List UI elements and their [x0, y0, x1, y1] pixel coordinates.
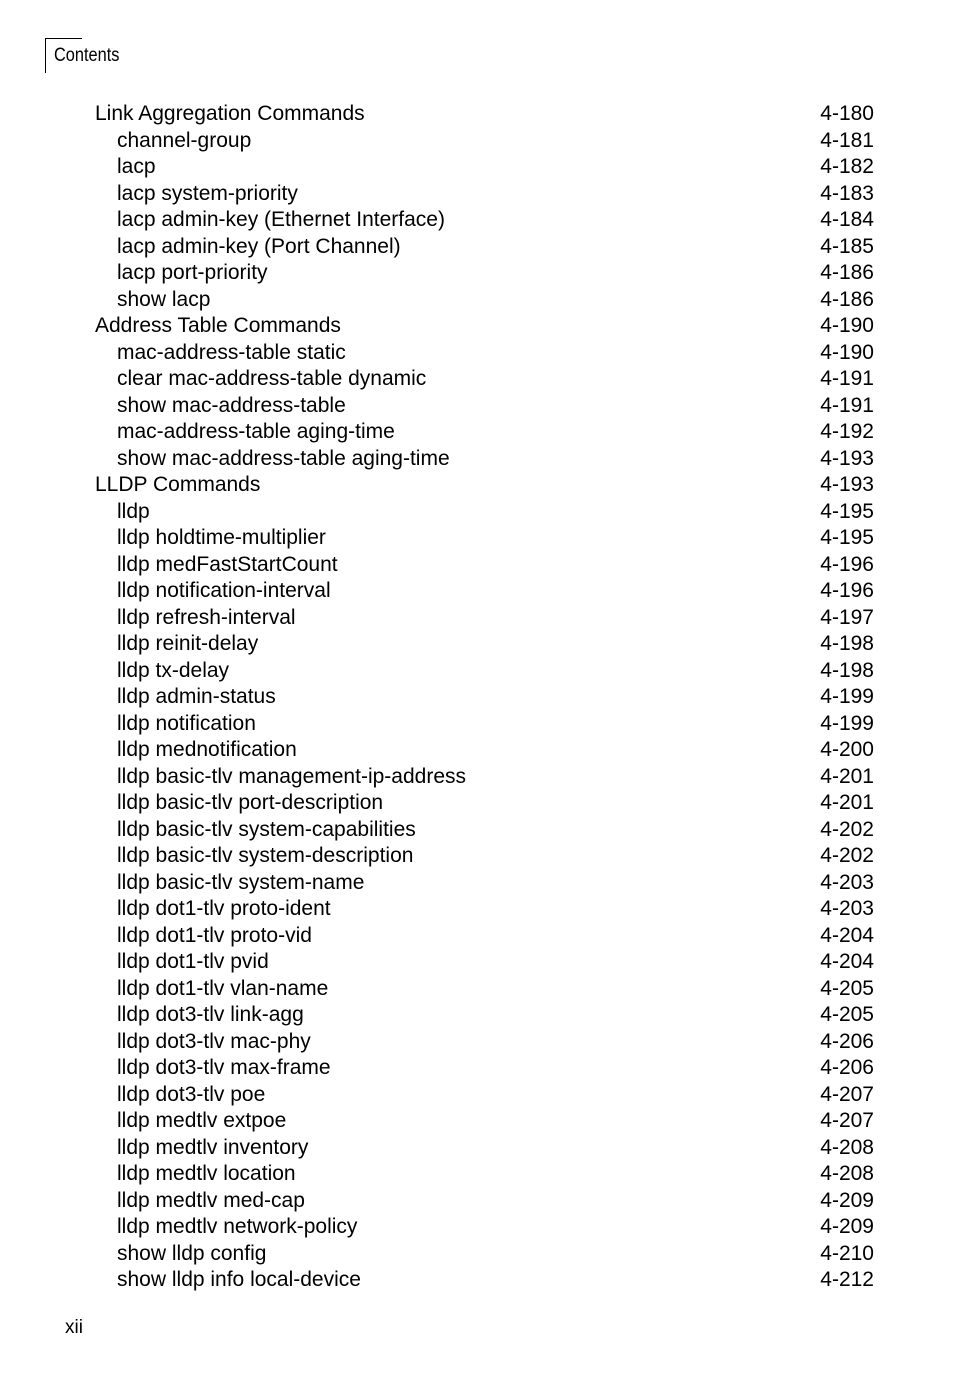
toc-entry-page: 4-199	[820, 711, 874, 735]
toc-subentry[interactable]	[95, 1188, 874, 1215]
toc-subentry[interactable]	[95, 817, 874, 844]
toc-entry-title: Link Aggregation Commands	[95, 102, 365, 125]
toc-entry-title: lldp basic-tlv management-ip-address	[117, 764, 466, 788]
toc-subentry[interactable]	[95, 525, 874, 552]
toc-entry-title: lldp dot1-tlv vlan-name	[117, 976, 329, 1000]
toc-entry-page: 4-184	[820, 208, 874, 231]
toc-subentry[interactable]	[95, 340, 874, 367]
toc-entry-page: 4-207	[820, 1109, 874, 1132]
toc-entry-title: show mac-address-table aging-time	[117, 446, 450, 470]
toc-subentry[interactable]	[95, 870, 874, 897]
toc-entry-page: 4-202	[820, 844, 874, 867]
toc-entry-page: 4-190	[820, 340, 874, 364]
toc-subentry[interactable]	[95, 578, 874, 605]
toc-subentry[interactable]	[95, 843, 874, 870]
toc-entry-title: lldp	[117, 499, 150, 523]
toc-subentry[interactable]	[95, 1082, 874, 1109]
toc-section-entry[interactable]	[95, 472, 874, 499]
toc-entry-page: 4-212	[820, 1268, 874, 1291]
toc-entry-page: 4-200	[820, 738, 874, 761]
toc-entry-title: show lacp	[117, 287, 211, 311]
toc-entry-title: show lldp config	[117, 1241, 267, 1265]
toc-entry-page: 4-206	[820, 1029, 874, 1053]
toc-entry-title: mac-address-table static	[117, 340, 346, 364]
toc-entry-page: 4-180	[820, 102, 874, 125]
toc-subentry[interactable]	[95, 605, 874, 632]
toc-subentry[interactable]	[95, 1161, 874, 1188]
toc-entry-page: 4-201	[820, 791, 874, 814]
footer-page-number: xii	[65, 1317, 83, 1338]
toc-subentry[interactable]	[95, 128, 874, 155]
toc-entry-page: 4-183	[820, 181, 874, 205]
toc-entry-page: 4-204	[820, 923, 874, 947]
toc-entry-title: lldp mednotification	[117, 738, 297, 761]
toc-subentry[interactable]	[95, 393, 874, 420]
toc-entry-page: 4-205	[820, 976, 874, 1000]
toc-entry-page: 4-192	[820, 420, 874, 443]
toc-subentry[interactable]	[95, 790, 874, 817]
toc-subentry[interactable]	[95, 287, 874, 314]
toc-entry-page: 4-208	[820, 1135, 874, 1159]
toc-entry-page: 4-199	[820, 685, 874, 708]
toc-entry-title: show lldp info local-device	[117, 1268, 361, 1291]
toc-entry-title: lldp reinit-delay	[117, 632, 259, 655]
toc-entry-title: lldp dot3-tlv poe	[117, 1082, 266, 1106]
toc-subentry[interactable]	[95, 1241, 874, 1268]
toc-entry-page: 4-209	[820, 1215, 874, 1238]
toc-entry-page: 4-204	[820, 950, 874, 973]
toc-subentry[interactable]	[95, 976, 874, 1003]
toc-entry-title: lldp refresh-interval	[117, 605, 296, 629]
toc-entry-page: 4-196	[820, 579, 874, 602]
toc-entry-page: 4-209	[820, 1188, 874, 1212]
toc-entry-title: lldp basic-tlv system-name	[117, 870, 365, 894]
toc-entry-page: 4-186	[820, 287, 874, 311]
toc-entry-page: 4-193	[820, 446, 874, 470]
toc-entry-title: lldp dot3-tlv link-agg	[117, 1003, 304, 1026]
toc-subentry[interactable]	[95, 419, 874, 446]
toc-subentry[interactable]	[95, 737, 874, 764]
toc-entry-page: 4-198	[820, 632, 874, 655]
toc-entry-title: lldp notification-interval	[117, 579, 331, 602]
toc-subentry[interactable]	[95, 1135, 874, 1162]
toc-entry-title: lldp notification	[117, 711, 256, 735]
toc-subentry[interactable]	[95, 260, 874, 287]
running-header: Contents	[54, 45, 120, 66]
toc-subentry[interactable]	[95, 154, 874, 181]
toc-entry-title: lacp port-priority	[117, 261, 268, 284]
toc-entry-page: 4-207	[820, 1082, 874, 1106]
toc-entry-title: lldp medFastStartCount	[117, 552, 338, 576]
toc-entry-title: channel-group	[117, 128, 252, 152]
toc-entry-title: lldp medtlv network-policy	[117, 1215, 358, 1238]
toc-entry-title: lldp dot1-tlv pvid	[117, 950, 269, 973]
toc-entry-title: clear mac-address-table dynamic	[117, 367, 427, 390]
toc-entry-page: 4-202	[820, 817, 874, 841]
toc-entry-page: 4-205	[820, 1003, 874, 1026]
toc-subentry[interactable]	[95, 552, 874, 579]
toc-entry-title: Address Table Commands	[95, 314, 341, 337]
toc-entry-title: lldp dot3-tlv mac-phy	[117, 1029, 311, 1053]
toc-entry-title: lldp medtlv inventory	[117, 1135, 309, 1159]
toc-subentry[interactable]	[95, 1029, 874, 1056]
toc-entry-page: 4-196	[820, 552, 874, 576]
toc-entry-page: 4-210	[820, 1241, 874, 1265]
toc-entry-page: 4-185	[820, 234, 874, 258]
toc-entry-title: lldp dot1-tlv proto-ident	[117, 897, 331, 920]
toc-entry-title: lacp admin-key (Port Channel)	[117, 234, 401, 258]
toc-entry-title: lacp	[117, 155, 156, 178]
toc-subentry[interactable]	[95, 1108, 874, 1135]
toc-subentry[interactable]	[95, 1214, 874, 1241]
toc-entry-page: 4-208	[820, 1162, 874, 1185]
toc-section-entry[interactable]	[95, 313, 874, 340]
toc-entry-page: 4-193	[820, 473, 874, 496]
toc-entry-page: 4-190	[820, 314, 874, 337]
toc-entry-page: 4-186	[820, 261, 874, 284]
toc-entry-title: LLDP Commands	[95, 473, 261, 496]
toc-entry-page: 4-181	[820, 128, 874, 152]
toc-subentry[interactable]	[95, 896, 874, 923]
toc-subentry[interactable]	[95, 1267, 874, 1294]
toc-subentry[interactable]	[95, 658, 874, 685]
toc-section-entry[interactable]	[95, 101, 874, 128]
toc-subentry[interactable]	[95, 446, 874, 473]
toc-entry-title: lacp admin-key (Ethernet Interface)	[117, 208, 445, 231]
toc-entry-title: lldp basic-tlv port-description	[117, 791, 384, 814]
toc-subentry[interactable]	[95, 631, 874, 658]
toc-subentry[interactable]	[95, 923, 874, 950]
toc-entry-page: 4-197	[820, 605, 874, 629]
toc-entry-title: show mac-address-table	[117, 393, 346, 417]
toc-subentry[interactable]	[95, 949, 874, 976]
table-of-contents	[95, 101, 874, 1294]
toc-entry-title: lldp dot1-tlv proto-vid	[117, 923, 312, 947]
toc-entry-title: lldp holdtime-multiplier	[117, 526, 326, 549]
toc-entry-title: lacp system-priority	[117, 181, 298, 205]
toc-subentry[interactable]	[95, 499, 874, 526]
toc-subentry[interactable]	[95, 684, 874, 711]
toc-subentry[interactable]	[95, 181, 874, 208]
toc-subentry[interactable]	[95, 1002, 874, 1029]
toc-entry-page: 4-195	[820, 526, 874, 549]
toc-entry-title: lldp basic-tlv system-description	[117, 844, 414, 867]
toc-entry-title: lldp admin-status	[117, 685, 276, 708]
toc-entry-title: lldp tx-delay	[117, 658, 230, 682]
toc-subentry[interactable]	[95, 764, 874, 791]
toc-subentry[interactable]	[95, 711, 874, 738]
toc-subentry[interactable]	[95, 207, 874, 234]
toc-entry-title: lldp basic-tlv system-capabilities	[117, 817, 416, 841]
toc-entry-title: lldp medtlv extpoe	[117, 1109, 287, 1132]
toc-entry-title: lldp medtlv med-cap	[117, 1188, 305, 1212]
toc-entry-page: 4-206	[820, 1056, 874, 1079]
toc-subentry[interactable]	[95, 1055, 874, 1082]
toc-entry-page: 4-191	[820, 367, 874, 390]
toc-subentry[interactable]	[95, 234, 874, 261]
toc-entry-title: mac-address-table aging-time	[117, 420, 395, 443]
toc-entry-page: 4-201	[820, 764, 874, 788]
toc-entry-page: 4-195	[820, 499, 874, 523]
toc-entry-title: lldp dot3-tlv max-frame	[117, 1056, 331, 1079]
toc-entry-page: 4-182	[820, 155, 874, 178]
toc-entry-page: 4-203	[820, 897, 874, 920]
toc-entry-title: lldp medtlv location	[117, 1162, 296, 1185]
toc-entry-page: 4-198	[820, 658, 874, 682]
toc-subentry[interactable]	[95, 366, 874, 393]
toc-entry-page: 4-203	[820, 870, 874, 894]
toc-entry-page: 4-191	[820, 393, 874, 417]
